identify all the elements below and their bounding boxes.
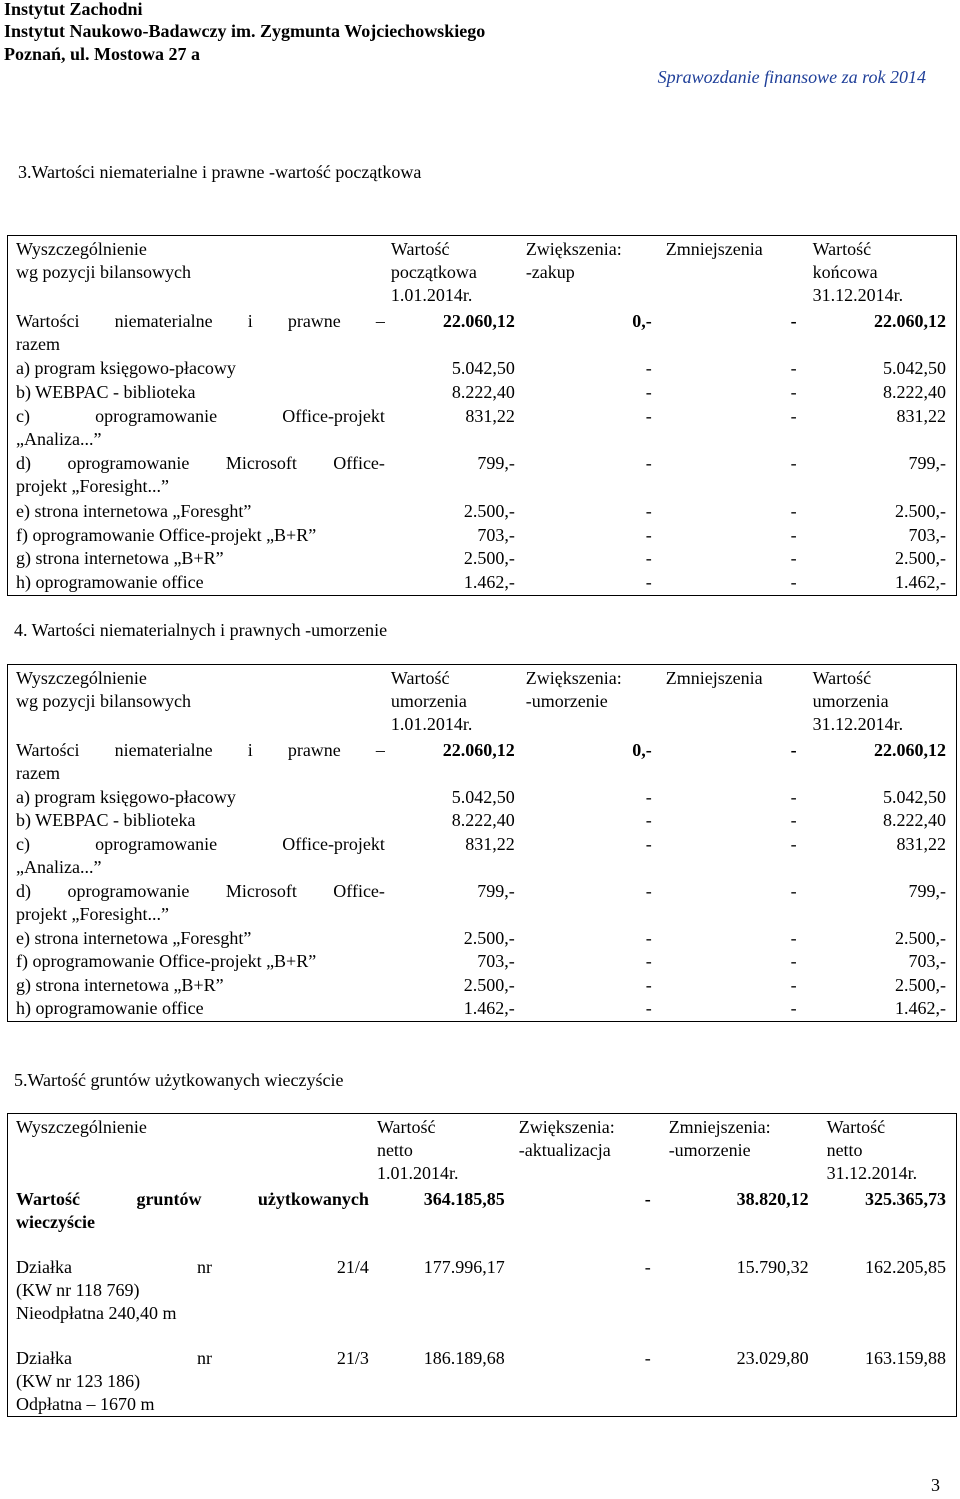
row-label-line: d) oprogramowanie Microsoft Office-: [16, 880, 385, 901]
column-header: [817, 1114, 957, 1189]
row-value: 831,22: [465, 405, 515, 426]
row-value: 22.060,12: [442, 311, 515, 331]
section-5-title: 5.Wartość gruntów użytkowanych wieczyście: [14, 1070, 344, 1090]
column-header: [659, 1114, 817, 1189]
row-value: 799,-: [908, 880, 946, 901]
table-row: [8, 547, 957, 571]
header-line: -aktualizacja: [518, 1140, 611, 1160]
row-value: 5.042,50: [451, 358, 515, 379]
row-value: 1.462,-: [463, 998, 515, 1019]
row-value: -: [790, 951, 797, 972]
column-header: [660, 236, 807, 311]
column-header: [8, 236, 385, 311]
table-row: [8, 974, 957, 997]
row-value: -: [790, 572, 797, 593]
row-value: -: [790, 311, 797, 331]
row-label-line: h) oprogramowanie office: [16, 572, 204, 593]
row-label: [8, 1234, 369, 1325]
row-value: 364.185,85: [423, 1189, 505, 1209]
row-label: [8, 739, 385, 786]
row-value: -: [645, 524, 652, 545]
row-label: [8, 452, 385, 499]
row-label: [8, 571, 385, 595]
row-value: -: [645, 951, 652, 972]
row-value: -: [644, 1257, 651, 1277]
row-value: -: [790, 548, 797, 569]
row-value: 0,-: [632, 740, 652, 760]
row-label-line: projekt „Foresight...”: [16, 476, 169, 497]
column-header: [807, 236, 957, 311]
report-title: Sprawozdanie finansowe za rok 2014: [657, 67, 926, 87]
row-label: [8, 405, 385, 452]
row-value: 2.500,-: [895, 974, 946, 995]
header-line: Wartość: [390, 668, 450, 688]
header-line: 31.12.2014r.: [812, 714, 904, 734]
row-value: -: [790, 500, 797, 521]
row-value: -: [645, 382, 652, 403]
header-line: Wartość: [812, 239, 872, 259]
header-line: netto: [376, 1140, 413, 1160]
row-value: -: [790, 974, 797, 995]
row-label: [8, 950, 385, 973]
row-value: -: [645, 998, 652, 1019]
table-row: [8, 997, 957, 1021]
row-label-line: a) program księgowo-płacowy: [16, 358, 236, 379]
column-header: [520, 236, 660, 311]
header-line: 1.01.2014r.: [390, 285, 473, 305]
row-value: 2.500,-: [463, 927, 515, 948]
header-line: Wartość: [812, 668, 872, 688]
row-label-line: (KW nr 118 769): [16, 1280, 140, 1300]
row-value: -: [645, 880, 652, 901]
row-label-line: b) WEBPAC - biblioteka: [16, 382, 196, 403]
row-value: 831,22: [465, 833, 515, 854]
section-3-title: 3.Wartości niematerialne i prawne -wartość początkowa: [18, 162, 422, 182]
row-value: 1.462,-: [895, 572, 946, 593]
row-value: -: [790, 524, 797, 545]
row-value: 22.060,12: [874, 740, 946, 760]
row-value: 325.365,73: [865, 1189, 946, 1209]
institute-full-name: Instytut Naukowo-Badawczy im. Zygmunta Wojciechowskiego: [4, 21, 486, 41]
row-value: 23.029,80: [736, 1348, 809, 1368]
row-value: 22.060,12: [442, 740, 515, 760]
row-value: -: [645, 405, 652, 426]
row-value: -: [645, 572, 652, 593]
row-label-line: a) program księgowo-płacowy: [16, 786, 236, 807]
row-label-line: Działka nr 21/4: [16, 1257, 369, 1277]
row-value: 0,-: [632, 311, 652, 331]
row-value: 22.060,12: [874, 311, 946, 331]
row-label-line: e) strona internetowa „Foresght”: [16, 500, 252, 521]
row-value: 1.462,-: [463, 572, 515, 593]
row-value: 8.222,40: [883, 382, 946, 403]
row-value: 799,-: [477, 880, 515, 901]
header-line: umorzenia: [390, 691, 467, 711]
row-label-line: razem: [16, 763, 60, 783]
row-label-line: „Analiza...”: [16, 428, 102, 449]
header-line: netto: [826, 1140, 863, 1160]
row-value: -: [790, 786, 797, 807]
column-header: [385, 236, 520, 311]
row-label-line: razem: [16, 334, 60, 354]
row-value: 186.189,68: [423, 1348, 505, 1368]
row-value: 5.042,50: [451, 786, 515, 807]
header-line: początkowa: [390, 262, 477, 282]
row-label-line: (KW nr 123 186): [16, 1371, 141, 1391]
table-row: [8, 786, 957, 809]
row-value: -: [790, 453, 797, 474]
row-label: [8, 1325, 369, 1417]
row-value: 38.820,12: [736, 1189, 809, 1209]
row-value: -: [644, 1348, 651, 1368]
header-line: Wyszczególnienie: [16, 1117, 147, 1137]
table-row: [8, 524, 957, 548]
row-value: 2.500,-: [463, 974, 515, 995]
header-line: Zmniejszenia:: [668, 1117, 771, 1137]
header-line: -zakup: [525, 262, 575, 282]
row-value: -: [790, 405, 797, 426]
table-row: [8, 1234, 957, 1325]
row-value: -: [645, 548, 652, 569]
total-row: [8, 1188, 957, 1234]
row-label-line: wieczyście: [16, 1212, 95, 1232]
header-line: Zmniejszenia: [665, 668, 763, 688]
row-label-line: b) WEBPAC - biblioteka: [16, 810, 196, 831]
row-value: 162.205,85: [865, 1257, 946, 1277]
row-label: [8, 310, 385, 357]
row-value: -: [645, 810, 652, 831]
row-label: [8, 880, 385, 927]
row-label: [8, 997, 385, 1021]
header-row: [8, 1114, 957, 1189]
row-label-line: c) oprogramowanie Office-projekt: [16, 833, 385, 854]
table-row: [8, 500, 957, 524]
institute-address: Poznań, ul. Mostowa 27 a: [4, 44, 201, 64]
total-row: [8, 310, 957, 357]
header-line: umorzenia: [812, 691, 889, 711]
row-value: -: [790, 927, 797, 948]
row-value: 831,22: [896, 833, 946, 854]
row-value: 703,-: [477, 524, 515, 545]
row-value: 2.500,-: [895, 500, 946, 521]
row-value: 5.042,50: [883, 786, 946, 807]
row-value: 799,-: [477, 453, 515, 474]
table-intangibles-depreciation: [7, 664, 957, 1022]
row-value: -: [644, 1189, 651, 1209]
column-header: [511, 1114, 659, 1189]
section-4-title: 4. Wartości niematerialnych i prawnych -umorzenie: [14, 620, 388, 640]
header-line: 31.12.2014r.: [826, 1163, 918, 1183]
row-value: -: [790, 382, 797, 403]
institute-name: Instytut Zachodni: [4, 0, 143, 19]
row-value: 5.042,50: [883, 358, 946, 379]
row-value: 177.996,17: [423, 1257, 505, 1277]
header-line: Wartość: [390, 239, 450, 259]
row-value: 703,-: [908, 524, 946, 545]
row-value: -: [790, 998, 797, 1019]
row-value: -: [790, 358, 797, 379]
header-line: Zmniejszenia: [665, 239, 763, 259]
header-line: Zwiększenia:: [525, 668, 622, 688]
table-row: [8, 950, 957, 973]
column-header: [8, 1114, 369, 1189]
table-row: [8, 809, 957, 832]
total-row: [8, 739, 957, 786]
row-label-line: projekt „Foresight...”: [16, 903, 169, 924]
row-label-line: Nieodpłatna 240,40 m: [16, 1303, 177, 1323]
row-label: [8, 833, 385, 880]
row-label-line: Wartości niematerialne i prawne –: [16, 740, 385, 760]
row-label-line: Wartości niematerialne i prawne –: [16, 311, 385, 331]
row-value: 703,-: [477, 951, 515, 972]
table-row: [8, 357, 957, 381]
header-line: Wartość: [376, 1117, 436, 1137]
row-value: 15.790,32: [736, 1257, 809, 1277]
row-value: 8.222,40: [451, 382, 515, 403]
header-line: -umorzenie: [525, 691, 608, 711]
header-line: 1.01.2014r.: [390, 714, 473, 734]
header-row: [8, 236, 957, 311]
row-value: -: [645, 974, 652, 995]
header-line: Wyszczególnienie: [16, 239, 147, 259]
row-value: -: [790, 740, 797, 760]
row-label: [8, 547, 385, 571]
row-value: 2.500,-: [463, 500, 515, 521]
table-row: [8, 571, 957, 595]
row-label: [8, 500, 385, 524]
page-number: 3: [931, 1475, 940, 1495]
column-header: [8, 665, 385, 740]
column-header: [369, 1114, 511, 1189]
row-value: 831,22: [896, 405, 946, 426]
header-line: -umorzenie: [668, 1140, 751, 1160]
table-row: [8, 1325, 957, 1417]
header-line: 1.01.2014r.: [376, 1163, 459, 1183]
row-value: 163.159,88: [865, 1348, 946, 1368]
header-line: wg pozycji bilansowych: [16, 262, 191, 282]
column-header: [385, 665, 520, 740]
row-label-line: Wartość gruntów użytkowanych: [16, 1189, 369, 1209]
row-value: -: [790, 880, 797, 901]
table-land-perpetual-usufruct: [7, 1113, 957, 1417]
row-value: 703,-: [908, 951, 946, 972]
row-label: [8, 524, 385, 548]
row-value: -: [645, 358, 652, 379]
table-row: [8, 452, 957, 499]
row-label: [8, 974, 385, 997]
table-row: [8, 405, 957, 452]
row-label-line: g) strona internetowa „B+R”: [16, 548, 224, 569]
header-line: 31.12.2014r.: [812, 285, 904, 305]
row-label-line: c) oprogramowanie Office-projekt: [16, 405, 385, 426]
column-header: [660, 665, 807, 740]
row-label-line: d) oprogramowanie Microsoft Office-: [16, 453, 385, 474]
row-label: [8, 786, 385, 809]
row-value: 2.500,-: [895, 548, 946, 569]
row-label-line: f) oprogramowanie Office-projekt „B+R”: [16, 524, 317, 545]
row-value: -: [790, 810, 797, 831]
row-label: [8, 357, 385, 381]
row-label-line: e) strona internetowa „Foresght”: [16, 927, 252, 948]
row-label-line: Działka nr 21/3: [16, 1348, 369, 1368]
column-header: [520, 665, 660, 740]
header-line: Wyszczególnienie: [16, 668, 147, 688]
row-label-line: „Analiza...”: [16, 856, 102, 877]
header-line: Zwiększenia:: [518, 1117, 615, 1137]
row-label-line: Odpłatna – 1670 m: [16, 1394, 155, 1414]
row-label-line: g) strona internetowa „B+R”: [16, 974, 224, 995]
row-label: [8, 1188, 369, 1234]
row-label-line: h) oprogramowanie office: [16, 998, 204, 1019]
row-label-line: f) oprogramowanie Office-projekt „B+R”: [16, 951, 317, 972]
row-value: -: [645, 786, 652, 807]
header-row: [8, 665, 957, 740]
row-value: 8.222,40: [883, 810, 946, 831]
table-row: [8, 833, 957, 880]
row-value: 2.500,-: [463, 548, 515, 569]
table-row: [8, 381, 957, 405]
column-header: [807, 665, 957, 740]
table-intangibles-initial: [7, 235, 957, 596]
row-label: [8, 809, 385, 832]
header-line: wg pozycji bilansowych: [16, 691, 191, 711]
row-label: [8, 381, 385, 405]
row-value: -: [645, 453, 652, 474]
row-label: [8, 927, 385, 950]
row-value: -: [645, 500, 652, 521]
header-line: Zwiększenia:: [525, 239, 622, 259]
table-row: [8, 880, 957, 927]
row-value: 799,-: [908, 453, 946, 474]
row-value: 1.462,-: [895, 998, 946, 1019]
row-value: -: [645, 927, 652, 948]
row-value: -: [790, 833, 797, 854]
row-value: 8.222,40: [451, 810, 515, 831]
row-value: 2.500,-: [895, 927, 946, 948]
header-line: Wartość: [826, 1117, 886, 1137]
header-line: końcowa: [812, 262, 878, 282]
row-value: -: [645, 833, 652, 854]
table-row: [8, 927, 957, 950]
